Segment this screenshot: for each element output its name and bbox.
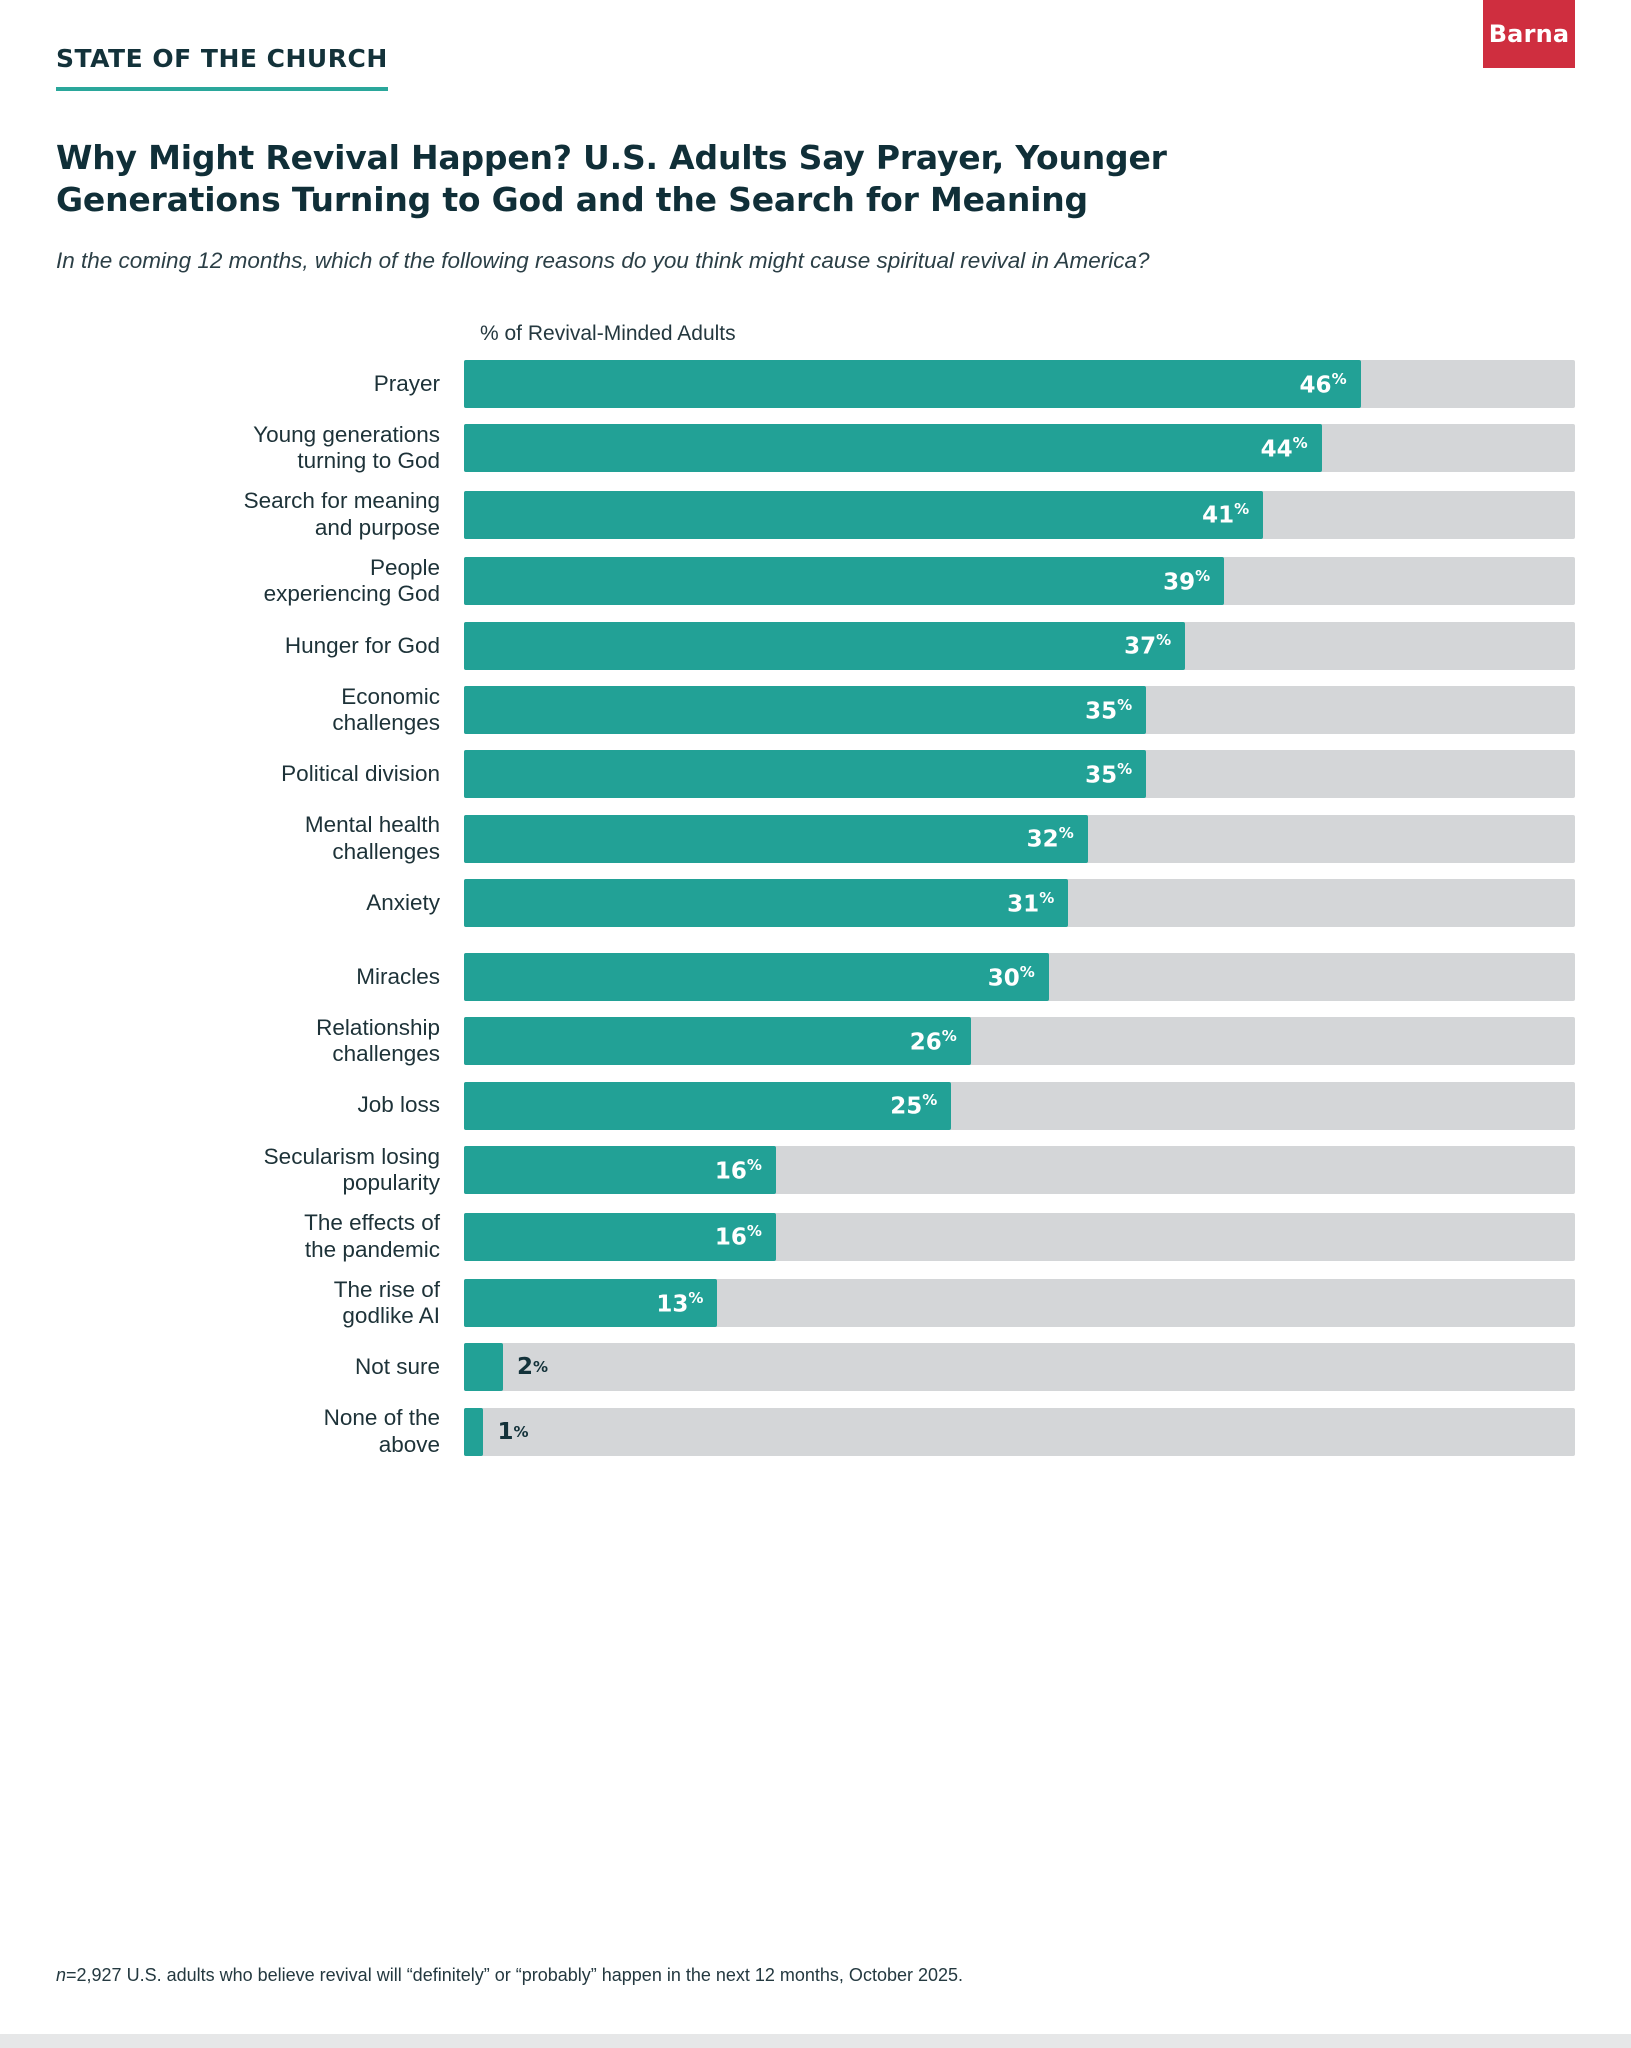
bar-value: 1 % <box>497 1418 529 1445</box>
bottom-rule <box>0 2034 1631 2048</box>
row-label-line: Mental health <box>304 812 440 838</box>
bar-value: 30% <box>987 962 1035 992</box>
bar-track <box>464 1146 1575 1194</box>
row-label-line: Economic <box>341 683 440 709</box>
row-label <box>56 761 464 787</box>
bar-track <box>464 750 1575 798</box>
row-label <box>56 890 464 916</box>
row-label-line: turning to God <box>297 448 440 474</box>
bar-track <box>464 879 1575 927</box>
row-label <box>56 633 464 659</box>
bar-track <box>464 557 1575 605</box>
bar <box>464 1213 776 1261</box>
row-label-line: None of the <box>323 1405 440 1431</box>
row-label-line: The effects of <box>304 1210 440 1236</box>
axis-note: % of Revival-Minded Adults <box>480 321 736 345</box>
footnote <box>56 1965 963 1986</box>
row-label-line: Prayer <box>373 370 440 396</box>
row-label-line: Young generations <box>253 421 440 447</box>
bar-value: 31% <box>1007 888 1055 918</box>
bar <box>464 360 1361 408</box>
table-row <box>56 360 1575 408</box>
bar-value: 13% <box>656 1288 704 1318</box>
row-label <box>56 1405 464 1458</box>
row-label <box>56 812 464 865</box>
bar <box>464 1343 503 1391</box>
row-label-line: popularity <box>342 1169 440 1195</box>
row-label <box>56 1354 464 1380</box>
row-label-line: Hunger for God <box>284 632 440 658</box>
bar <box>464 557 1224 605</box>
bar <box>464 879 1068 927</box>
table-row <box>56 1015 1575 1068</box>
bar <box>464 1408 483 1456</box>
row-label-line: godlike AI <box>342 1303 440 1329</box>
table-row <box>56 953 1575 1001</box>
row-label <box>56 1277 464 1330</box>
table-row <box>56 1277 1575 1330</box>
row-label <box>56 1210 464 1263</box>
bar-value: 46% <box>1299 369 1347 399</box>
bar-track <box>464 1082 1575 1130</box>
bar-track <box>464 1213 1575 1261</box>
bar-value: 35% <box>1085 695 1133 725</box>
bar-value: 32% <box>1026 824 1074 853</box>
row-label <box>56 684 464 737</box>
bar <box>464 953 1049 1001</box>
row-label-line: the pandemic <box>304 1236 440 1262</box>
bar-track <box>464 815 1575 863</box>
bar-value: 2 % <box>516 1354 549 1381</box>
table-row <box>56 879 1575 927</box>
table-row <box>56 1082 1575 1130</box>
bar-track <box>464 622 1575 670</box>
row-label-line: Search for meaning <box>243 488 440 514</box>
row-label <box>56 488 464 541</box>
row-label-line: challenges <box>332 1041 440 1067</box>
row-label-line: Job loss <box>357 1092 440 1118</box>
table-row <box>56 812 1575 865</box>
header <box>0 0 1631 276</box>
bar-value: 35% <box>1085 760 1133 789</box>
row-label-line: experiencing God <box>263 581 440 607</box>
bar-value: 26% <box>909 1026 957 1056</box>
row-label <box>56 422 464 475</box>
bar-track <box>464 424 1575 472</box>
page-title: Why Might Revival Happen? U.S. Adults Say Prayer, Younger Generations Turning to God and the Search for Meaning <box>56 138 1167 219</box>
row-label <box>56 1092 464 1118</box>
bar-track <box>464 491 1575 539</box>
table-row <box>56 622 1575 670</box>
row-label <box>56 964 464 990</box>
bar-track <box>464 1408 1575 1456</box>
chart-rows <box>56 360 1575 1472</box>
table-row <box>56 1210 1575 1263</box>
bar <box>464 750 1146 798</box>
bar <box>464 686 1146 734</box>
barna-logo <box>1483 0 1575 68</box>
bar-track <box>464 686 1575 734</box>
table-row <box>56 750 1575 798</box>
footnote-n: n <box>56 1965 67 1985</box>
row-label-line: People <box>369 555 440 581</box>
row-label-line: Political division <box>281 761 440 787</box>
row-label <box>56 1015 464 1068</box>
row-label-line: Anxiety <box>366 889 440 915</box>
row-label <box>56 371 464 397</box>
row-label-line: challenges <box>332 710 440 736</box>
bar <box>464 424 1322 472</box>
bar-chart <box>0 322 1631 1472</box>
bar-value: 16% <box>714 1222 762 1251</box>
table-row <box>56 422 1575 475</box>
bar-track <box>464 953 1575 1001</box>
row-label-line: and purpose <box>314 514 440 540</box>
row-label-line: Not sure <box>354 1354 440 1380</box>
bar <box>464 815 1088 863</box>
bar-value: 44% <box>1260 433 1308 463</box>
table-row <box>56 684 1575 737</box>
bar <box>464 1017 971 1065</box>
bar <box>464 491 1263 539</box>
row-label-line: The rise of <box>333 1276 440 1302</box>
bar-track <box>464 1017 1575 1065</box>
row-label-line: challenges <box>332 838 440 864</box>
page-subtitle: In the coming 12 months, which of the following reasons do you think might cause spiritual revival in America? <box>56 248 1150 274</box>
logo-label: Barna <box>1488 20 1570 48</box>
bar-value: 41% <box>1202 500 1250 530</box>
bar <box>464 1146 776 1194</box>
bar-value: 16% <box>714 1155 762 1185</box>
bar-track <box>464 1279 1575 1327</box>
bar <box>464 1279 717 1327</box>
row-label <box>56 1144 464 1197</box>
row-label-line: above <box>378 1431 440 1457</box>
series-kicker: STATE OF THE CHURCH <box>56 44 388 91</box>
row-label-line: Secularism losing <box>263 1143 440 1169</box>
table-row <box>56 1343 1575 1391</box>
bar <box>464 1082 951 1130</box>
row-label-line: Relationship <box>316 1014 440 1040</box>
bar <box>464 622 1185 670</box>
table-row <box>56 1405 1575 1458</box>
row-label-line: Miracles <box>356 963 440 989</box>
footnote-text: =2,927 U.S. adults who believe revival will “definitely” or “probably” happen in the next 12 months, October 2025. <box>66 1965 964 1985</box>
bar-track <box>464 360 1575 408</box>
bar-value: 25% <box>890 1091 938 1120</box>
bar-track <box>464 1343 1575 1391</box>
table-row <box>56 555 1575 608</box>
table-row <box>56 488 1575 541</box>
bar-value: 37% <box>1124 631 1172 661</box>
bar-value: 39% <box>1163 567 1211 596</box>
table-row <box>56 1144 1575 1197</box>
row-label <box>56 555 464 608</box>
